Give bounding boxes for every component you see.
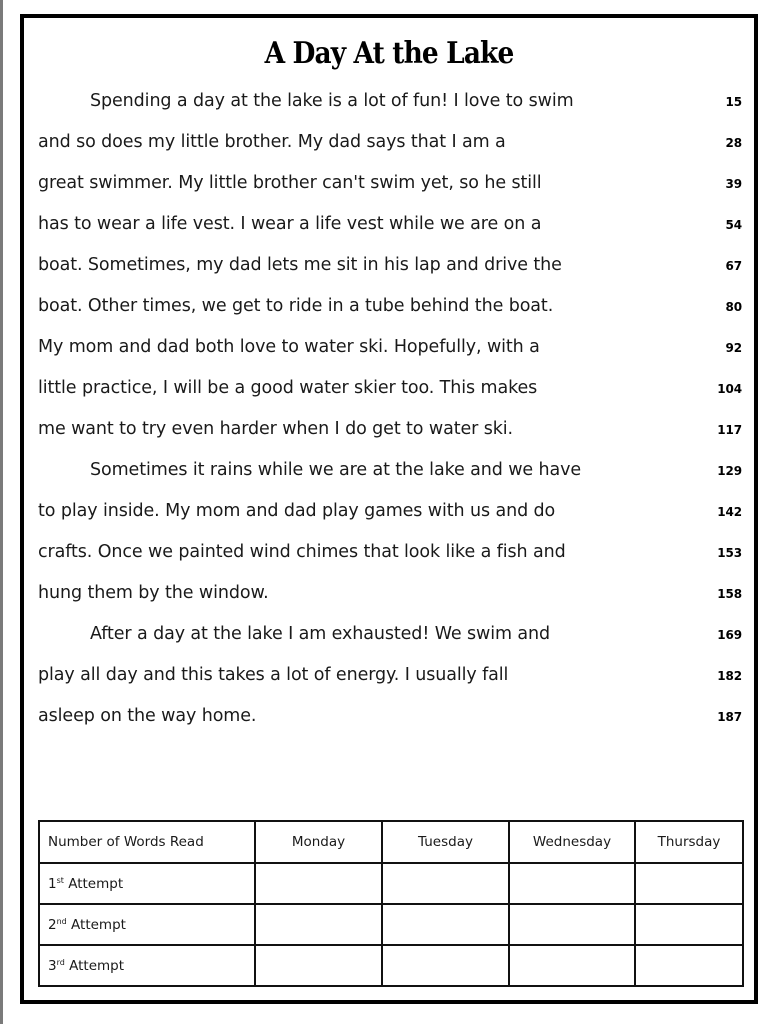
line-text: asleep on the way home. bbox=[38, 706, 257, 726]
cell-wednesday[interactable] bbox=[509, 945, 635, 986]
word-count: 15 bbox=[725, 95, 742, 109]
passage-line bbox=[38, 699, 752, 740]
table-header-row bbox=[39, 821, 743, 863]
word-count: 142 bbox=[717, 505, 742, 519]
word-count: 187 bbox=[717, 710, 742, 724]
line-text: great swimmer. My little brother can't swim yet, so he still bbox=[38, 173, 542, 193]
attempt-number: 2 bbox=[48, 916, 57, 933]
attempt-label bbox=[39, 945, 255, 986]
words-read-table bbox=[38, 820, 744, 987]
word-count: 80 bbox=[725, 300, 742, 314]
line-text: My mom and dad both love to water ski. Hopefully, with a bbox=[38, 337, 540, 357]
line-text: Sometimes it rains while we are at the lake and we have bbox=[90, 460, 582, 480]
word-count: 169 bbox=[717, 628, 742, 642]
cell-tuesday[interactable] bbox=[382, 863, 509, 904]
table-row bbox=[39, 904, 743, 945]
attempt-label bbox=[39, 904, 255, 945]
header-words-read: Number of Words Read bbox=[39, 821, 255, 863]
passage-line bbox=[38, 289, 752, 330]
cell-wednesday[interactable] bbox=[509, 904, 635, 945]
header-tuesday: Tuesday bbox=[382, 821, 509, 863]
passage-line bbox=[38, 371, 752, 412]
cell-thursday[interactable] bbox=[635, 945, 743, 986]
attempt-text: Attempt bbox=[68, 875, 124, 892]
line-text: play all day and this takes a lot of energy. I usually fall bbox=[38, 665, 509, 685]
worksheet-frame bbox=[20, 14, 758, 1004]
passage-line bbox=[38, 453, 752, 494]
word-count: 182 bbox=[717, 669, 742, 683]
word-count: 158 bbox=[717, 587, 742, 601]
passage-line bbox=[38, 248, 752, 289]
passage-line bbox=[38, 412, 752, 453]
passage-line bbox=[38, 617, 752, 658]
attempt-number: 1 bbox=[48, 875, 57, 892]
attempt-ordinal: rd bbox=[56, 957, 65, 967]
line-text: to play inside. My mom and dad play games with us and do bbox=[38, 501, 556, 521]
word-count: 117 bbox=[717, 423, 742, 437]
word-count: 54 bbox=[725, 218, 742, 232]
word-count: 92 bbox=[725, 341, 742, 355]
page-left-edge bbox=[0, 0, 3, 1024]
header-thursday: Thursday bbox=[635, 821, 743, 863]
cell-wednesday[interactable] bbox=[509, 863, 635, 904]
word-count: 39 bbox=[725, 177, 742, 191]
word-count: 129 bbox=[717, 464, 742, 478]
passage-line bbox=[38, 330, 752, 371]
header-monday: Monday bbox=[255, 821, 382, 863]
passage-line bbox=[38, 494, 752, 535]
line-text: Spending a day at the lake is a lot of fun! I love to swim bbox=[90, 91, 574, 111]
passage-line bbox=[38, 535, 752, 576]
word-count: 104 bbox=[717, 382, 742, 396]
cell-monday[interactable] bbox=[255, 904, 382, 945]
header-wednesday: Wednesday bbox=[509, 821, 635, 863]
attempt-label bbox=[39, 863, 255, 904]
table-row bbox=[39, 863, 743, 904]
passage-line bbox=[38, 658, 752, 699]
attempt-ordinal: st bbox=[56, 875, 64, 885]
passage-line bbox=[38, 576, 752, 617]
attempt-text: Attempt bbox=[71, 916, 126, 933]
passage-line bbox=[38, 207, 752, 248]
attempt-ordinal: nd bbox=[56, 916, 67, 926]
table-row bbox=[39, 945, 743, 986]
line-text: and so does my little brother. My dad says that I am a bbox=[38, 132, 506, 152]
word-count: 67 bbox=[725, 259, 742, 273]
word-count: 153 bbox=[717, 546, 742, 560]
line-text: hung them by the window. bbox=[38, 583, 269, 603]
line-text: After a day at the lake I am exhausted! We swim and bbox=[90, 624, 551, 644]
reading-passage bbox=[38, 84, 752, 740]
cell-thursday[interactable] bbox=[635, 863, 743, 904]
cell-monday[interactable] bbox=[255, 863, 382, 904]
attempt-text: Attempt bbox=[69, 957, 125, 974]
cell-tuesday[interactable] bbox=[382, 945, 509, 986]
line-text: little practice, I will be a good water skier too. This makes bbox=[38, 378, 538, 398]
cell-thursday[interactable] bbox=[635, 904, 743, 945]
page-title: A Day At the Lake bbox=[264, 36, 514, 71]
line-text: me want to try even harder when I do get to water ski. bbox=[38, 419, 513, 439]
line-text: has to wear a life vest. I wear a life vest while we are on a bbox=[38, 214, 542, 234]
line-text: boat. Other times, we get to ride in a tube behind the boat. bbox=[38, 296, 554, 316]
cell-monday[interactable] bbox=[255, 945, 382, 986]
passage-line bbox=[38, 125, 752, 166]
passage-line bbox=[38, 84, 752, 125]
word-count: 28 bbox=[725, 136, 742, 150]
line-text: boat. Sometimes, my dad lets me sit in his lap and drive the bbox=[38, 255, 562, 275]
attempt-number: 3 bbox=[48, 957, 57, 974]
cell-tuesday[interactable] bbox=[382, 904, 509, 945]
passage-line bbox=[38, 166, 752, 207]
line-text: crafts. Once we painted wind chimes that look like a fish and bbox=[38, 542, 566, 562]
